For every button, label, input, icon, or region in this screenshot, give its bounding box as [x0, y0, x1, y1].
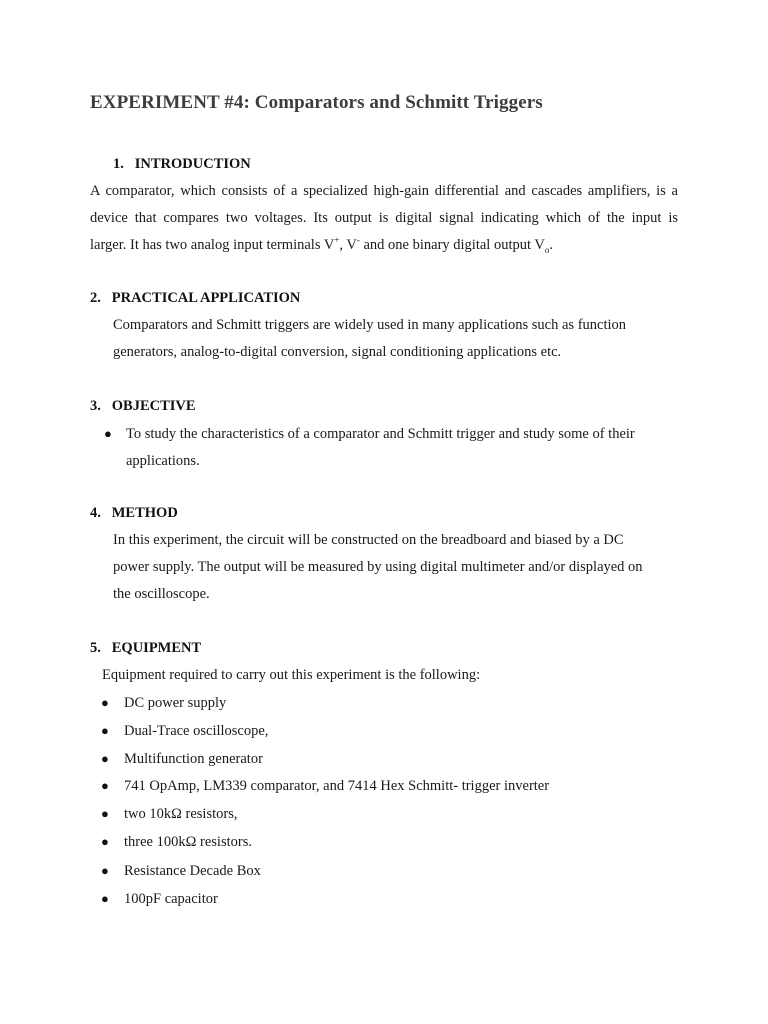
method-paragraph-line: In this experiment, the circuit will be constructed on the breadboard and biased by a DC	[113, 532, 624, 548]
bullet-icon: ●	[101, 778, 109, 793]
section-title: INTRODUCTION	[134, 156, 251, 172]
bullet-icon: ●	[101, 806, 109, 821]
section-title: PRACTICAL APPLICATION	[111, 290, 301, 306]
section-number: 3.	[90, 398, 101, 414]
bullet-icon: ●	[101, 751, 109, 766]
application-paragraph-line: Comparators and Schmitt triggers are widely used in many applications such as function	[113, 317, 627, 333]
intro-text: and one binary digital output V	[359, 237, 545, 253]
bullet-icon: ●	[101, 891, 109, 906]
page-title: EXPERIMENT #4: Comparators and Schmitt Triggers	[90, 92, 543, 113]
equipment-item: two 10kΩ resistors,	[124, 806, 238, 822]
section-application-heading	[90, 290, 300, 307]
equipment-item: Dual-Trace oscilloscope,	[124, 723, 269, 739]
equipment-item: Resistance Decade Box	[124, 863, 261, 879]
intro-paragraph-line	[90, 237, 553, 254]
bullet-icon: ●	[101, 695, 109, 710]
subscript-o: o	[544, 244, 550, 255]
objective-text-line: To study the characteristics of a comparator and Schmitt trigger and study some of their	[126, 426, 635, 442]
method-paragraph-line: the oscilloscope.	[113, 586, 210, 602]
section-title: EQUIPMENT	[111, 640, 202, 656]
equipment-item: Multifunction generator	[124, 751, 263, 767]
section-title: OBJECTIVE	[111, 398, 196, 414]
superscript-minus: -	[356, 235, 360, 246]
bullet-icon: ●	[104, 426, 112, 441]
section-number: 4.	[90, 505, 101, 521]
section-objective-heading	[90, 398, 196, 415]
section-equipment-heading	[90, 640, 201, 657]
equipment-item: 100pF capacitor	[124, 891, 218, 907]
equipment-intro: Equipment required to carry out this experiment is the following:	[102, 667, 481, 683]
section-method-heading	[90, 505, 178, 522]
equipment-item: 741 OpAmp, LM339 comparator, and 7414 Hex Schmitt- trigger inverter	[124, 778, 550, 794]
intro-text: , V	[339, 237, 357, 253]
superscript-plus: +	[334, 235, 340, 246]
intro-paragraph-line: A comparator, which consists of a specialized high-gain differential and cascades amplifiers, is a	[90, 183, 678, 199]
bullet-icon: ●	[101, 723, 109, 738]
section-number: 2.	[90, 290, 101, 306]
objective-text-line: applications.	[126, 453, 200, 469]
section-number: 5.	[90, 640, 101, 656]
intro-text: larger. It has two analog input terminals V	[90, 237, 335, 253]
section-number: 1.	[113, 156, 124, 172]
intro-text: .	[549, 237, 553, 253]
equipment-item: DC power supply	[124, 695, 227, 711]
bullet-icon: ●	[101, 863, 109, 878]
method-paragraph-line: power supply. The output will be measured by using digital multimeter and/or displayed on	[113, 559, 643, 575]
section-introduction-heading	[113, 156, 251, 173]
bullet-icon: ●	[101, 834, 109, 849]
equipment-item: three 100kΩ resistors.	[124, 834, 252, 850]
section-title: METHOD	[111, 505, 178, 521]
application-paragraph-line: generators, analog-to-digital conversion, signal conditioning applications etc.	[113, 344, 562, 360]
intro-paragraph-line: device that compares two voltages. Its output is digital signal indicating which of the input is	[90, 210, 678, 226]
